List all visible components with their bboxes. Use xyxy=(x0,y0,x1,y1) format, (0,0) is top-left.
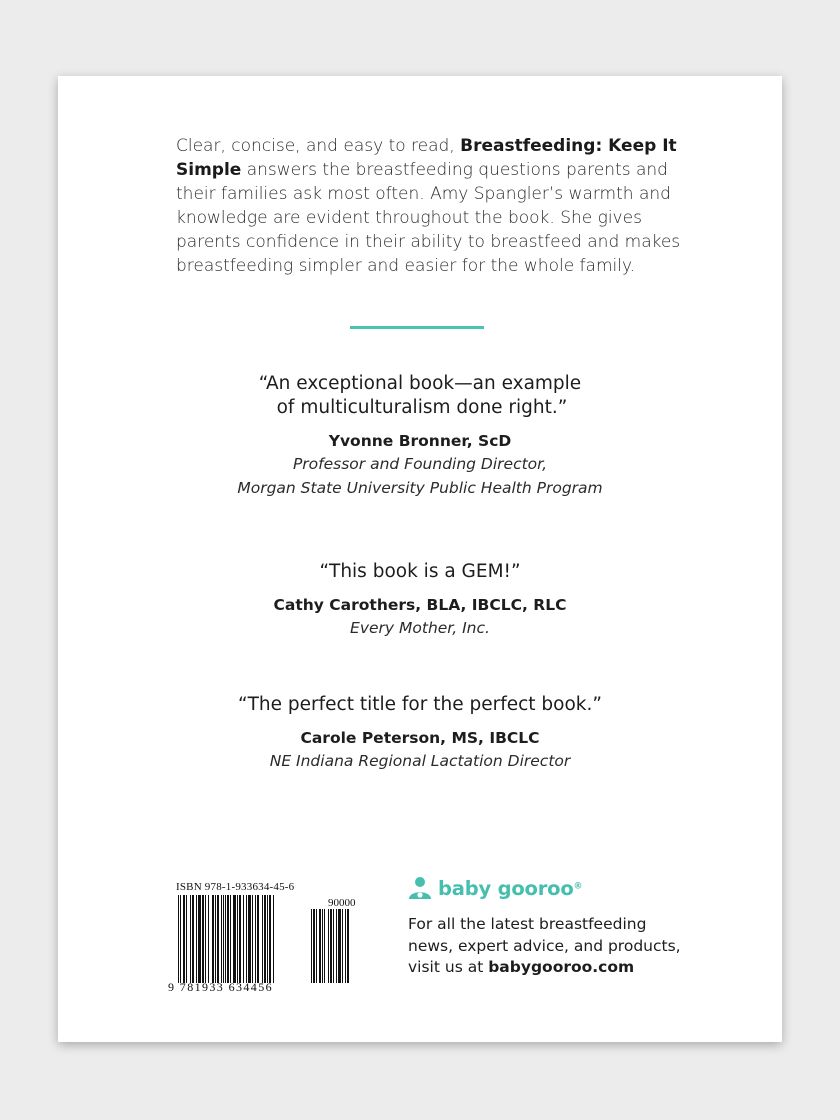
blurb-body: answers the breastfeeding questions parents and their families ask most often. Amy Spangler’s warmth and knowledge are evident throughout the book. She gives parents confidence in their ability to breastfeed and makes breastfeeding simpler and easier for the whole family. xyxy=(176,160,681,276)
barcode-bar xyxy=(208,895,209,983)
registered-mark: ® xyxy=(573,881,583,892)
review-author: Cathy Carothers, BLA, IBCLC, RLC xyxy=(273,596,567,614)
isbn-number: ISBN 978-1-933634-45-6 xyxy=(176,881,295,893)
review-role-line-2: Morgan State University Public Health Program xyxy=(237,479,603,497)
barcode-price-code: 90000 xyxy=(328,897,356,909)
publisher-name-text: baby gooroo xyxy=(438,876,574,900)
barcode-bar xyxy=(186,895,187,983)
book-back-cover xyxy=(58,76,782,1042)
barcode-bar xyxy=(192,895,194,983)
review-1 xyxy=(58,372,782,500)
publisher-website-link[interactable]: babygooroo.com xyxy=(488,958,635,976)
isbn-barcode xyxy=(168,881,378,1001)
barcode-bar xyxy=(330,909,332,983)
barcode-bar xyxy=(255,895,256,983)
barcode-bar xyxy=(183,895,185,983)
barcode-bar xyxy=(190,895,191,983)
review-quote: “The perfect title for the perfect book.” xyxy=(238,694,602,715)
barcode-bar xyxy=(264,895,266,983)
barcode-bar xyxy=(311,909,312,983)
barcode-bar xyxy=(322,909,323,983)
barcode-bar xyxy=(313,909,315,983)
barcode-bar xyxy=(233,895,236,983)
barcode-bar xyxy=(215,895,216,983)
publisher-logo xyxy=(408,876,688,900)
barcode-bar xyxy=(328,909,329,983)
barcode-bar xyxy=(338,909,341,983)
barcode-bar xyxy=(225,895,226,983)
barcode-bar xyxy=(319,909,321,983)
barcode-bar xyxy=(230,895,231,983)
barcode-bar xyxy=(345,909,346,983)
review-3 xyxy=(58,693,782,773)
barcode-bar xyxy=(243,895,244,983)
barcode-bar xyxy=(202,895,204,983)
book-blurb xyxy=(176,134,696,278)
review-quote xyxy=(58,372,782,420)
review-author: Yvonne Bronner, ScD xyxy=(328,432,512,450)
barcode-main-bars xyxy=(178,895,306,985)
barcode-bar xyxy=(237,895,238,983)
barcode-bar xyxy=(273,895,274,983)
barcode-bar xyxy=(196,895,197,983)
review-author-role: NE Indiana Regional Lactation Director xyxy=(269,752,571,770)
barcode-bar xyxy=(316,909,317,983)
barcode-addon-bars xyxy=(311,909,371,985)
review-2 xyxy=(58,560,782,640)
barcode-bar xyxy=(227,895,229,983)
blurb-intro: Clear, concise, and easy to read, xyxy=(176,136,461,156)
barcode-bar xyxy=(347,909,349,983)
barcode-bar xyxy=(205,895,206,983)
barcode-bar xyxy=(223,895,224,983)
barcode-bar xyxy=(246,895,247,983)
barcode-bar xyxy=(269,895,271,983)
review-quote: “This book is a GEM!” xyxy=(319,561,521,582)
barcode-bar xyxy=(342,909,343,983)
blurb-book-title: Breastfeeding: Keep It Simple xyxy=(176,136,677,180)
tagline-line-1: For all the latest breastfeeding xyxy=(408,915,647,933)
barcode-bar xyxy=(262,895,263,983)
publisher-name xyxy=(438,877,583,900)
barcode-bar xyxy=(336,909,337,983)
publisher-tagline xyxy=(408,914,688,979)
tagline-line-2: news, expert advice, and products, xyxy=(408,936,681,955)
barcode-bar xyxy=(248,895,251,983)
baby-gooroo-logo-icon xyxy=(408,876,432,900)
barcode-bar xyxy=(257,895,259,983)
barcode-bar xyxy=(221,895,222,983)
barcode-bar xyxy=(324,909,325,983)
tagline-line-3: visit us at xyxy=(408,958,489,976)
review-author-role xyxy=(58,452,782,500)
review-author: Carole Peterson, MS, IBCLC xyxy=(300,729,540,747)
publisher-block xyxy=(408,876,688,979)
barcode-bar xyxy=(212,895,214,983)
review-role-line-1: Professor and Founding Director, xyxy=(292,455,548,473)
barcode-bar xyxy=(180,895,181,983)
barcode-bar xyxy=(178,895,179,983)
barcode-digits: 9 781933 634456 xyxy=(168,980,273,994)
review-quote-line-1: “An exceptional book—an example xyxy=(258,373,582,394)
barcode-bar xyxy=(252,895,253,983)
accent-divider xyxy=(350,326,484,329)
barcode-bar xyxy=(267,895,268,983)
barcode-bar xyxy=(239,895,241,983)
barcode-bar xyxy=(333,909,334,983)
review-author-role: Every Mother, Inc. xyxy=(350,619,490,637)
barcode-bar xyxy=(198,895,201,983)
barcode-bar xyxy=(217,895,219,983)
review-quote-line-2: of multiculturalism done right.” xyxy=(276,397,568,418)
